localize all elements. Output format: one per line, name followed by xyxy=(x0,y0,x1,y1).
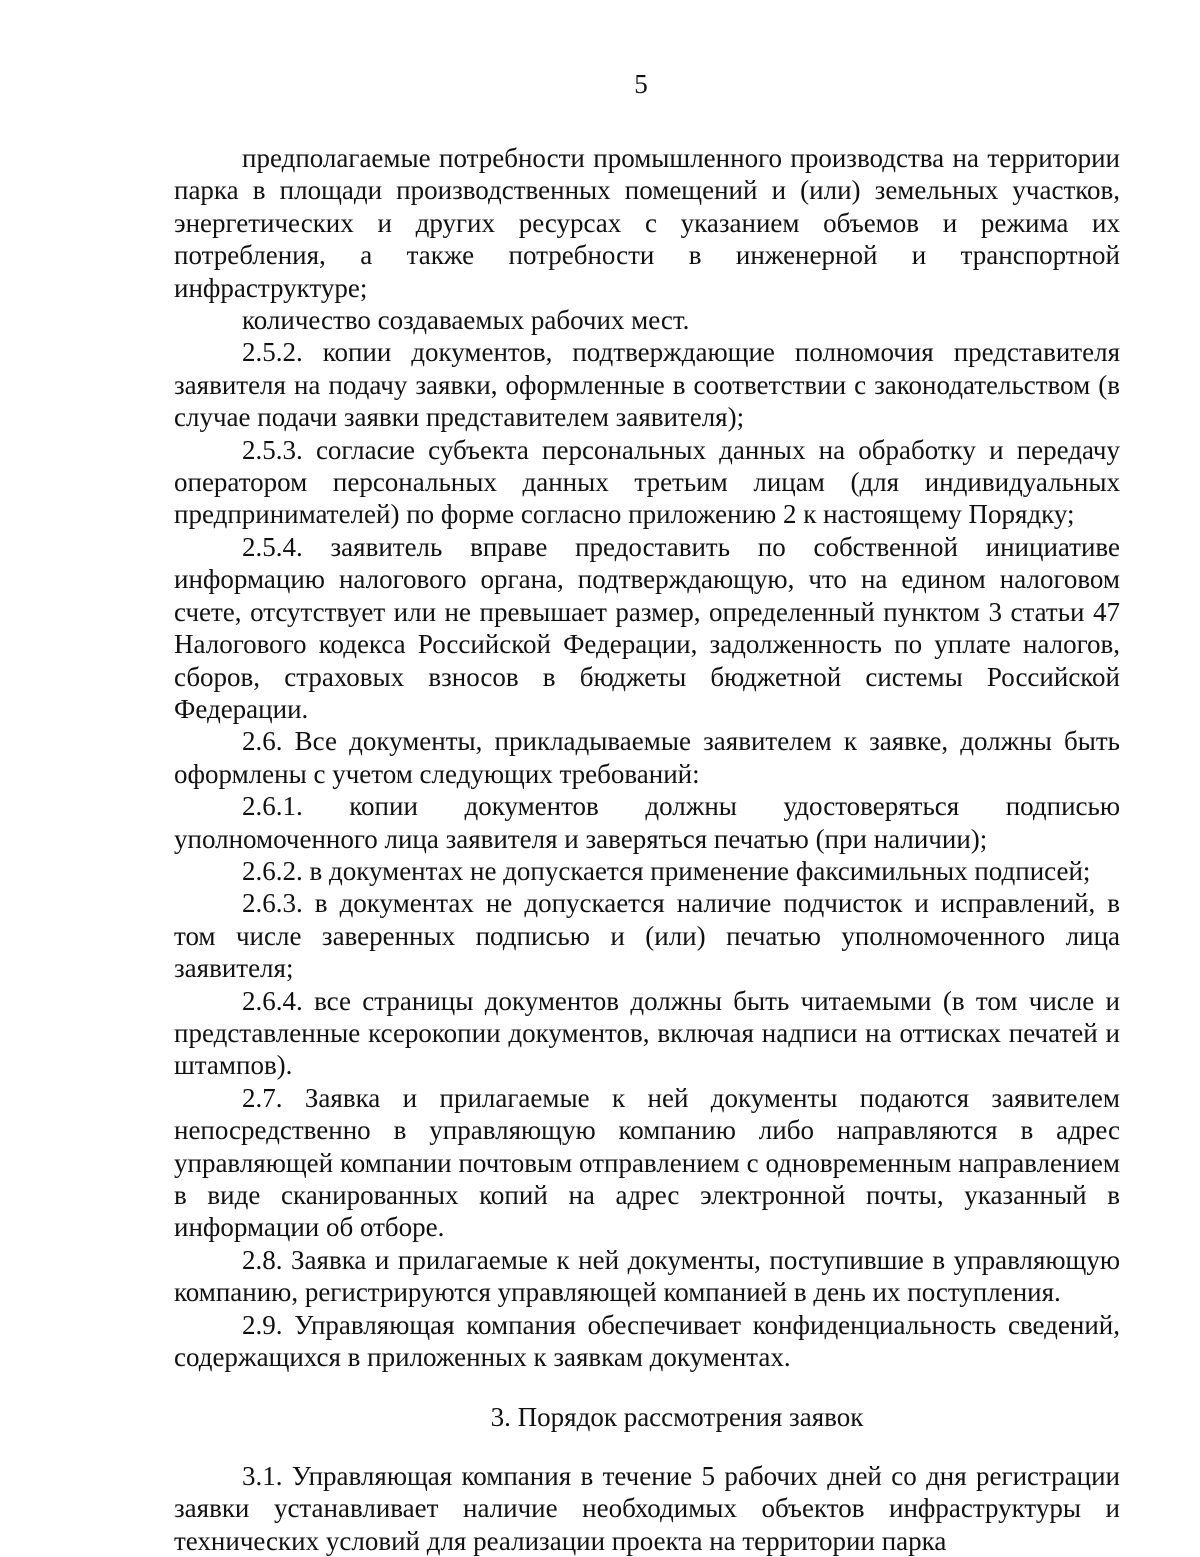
paragraph-2-8: 2.8. Заявка и прилагаемые к ней документы, поступившие в управляющую компанию, регистрируются управляющей компанией в день их поступления. xyxy=(174,1244,1120,1308)
paragraph-2-7: 2.7. Заявка и прилагаемые к ней документы подаются заявителем непосредственно в управляющую компанию либо направляются в адрес управляющей компании почтовым отправлением с одновременным направлением в виде сканированных копий на адрес электронной почты, указанный в информации об отборе. xyxy=(174,1082,1120,1243)
paragraph-2-6-1: 2.6.1. копии документов должны удостоверяться подписью уполномоченного лица заявителя и заверяться печатью (при наличии); xyxy=(174,791,1120,854)
paragraph-2-5-2: 2.5.2. копии документов, подтверждающие полномочия представителя заявителя на подачу заявки, оформленные в соответствии с законодательством (в случае подачи заявки представителем заявителя); xyxy=(174,337,1120,433)
page-number: 5 xyxy=(634,69,648,99)
section-heading: 3. Порядок рассмотрения заявок xyxy=(490,1402,864,1433)
paragraph-jobs: количество создаваемых рабочих мест. xyxy=(242,305,690,336)
document-body xyxy=(174,142,1120,1557)
paragraph-needs: предполагаемые потребности промышленного производства на территории парка в площади производственных помещений и (или) земельных участков, энергетических и других ресурсах с указанием объемов и режима их потребления, а также потребности в инженерной и транспортной инфраструктуре; xyxy=(174,143,1120,303)
paragraph-2-6-3: 2.6.3. в документах не допускается наличие подчисток и исправлений, в том числе заверенных подписью и (или) печатью уполномоченного лица заявителя; xyxy=(174,888,1120,984)
paragraph-2-6-4: 2.6.4. все страницы документов должны быть читаемыми (в том числе и представленные ксерокопии документов, включая надписи на оттисках печатей и штампов). xyxy=(174,985,1120,1081)
paragraph-2-6-2: 2.6.2. в документах не допускается применение факсимильных подписей; xyxy=(242,855,1091,886)
paragraph-3-1: 3.1. Управляющая компания в течение 5 рабочих дней со дня регистрации заявки устанавливает наличие необходимых объектов инфраструктуры и технических условий для реализации проекта на территории парка xyxy=(174,1460,1120,1556)
paragraph-2-5-3: 2.5.3. согласие субъекта персональных данных на обработку и передачу оператором персональных данных третьим лицам (для индивидуальных предпринимателей) по форме согласно приложению 2 к настоящему Порядку; xyxy=(174,434,1120,530)
paragraph-2-9: 2.9. Управляющая компания обеспечивает конфиденциальность сведений, содержащихся в приложенных к заявкам документах. xyxy=(174,1309,1120,1373)
paragraph-2-6: 2.6. Все документы, прикладываемые заявителем к заявке, должны быть оформлены с учетом следующих требований: xyxy=(174,726,1120,789)
paragraph-2-5-4: 2.5.4. заявитель вправе предоставить по собственной инициативе информацию налогового органа, подтверждающую, что на едином налоговом счете, отсутствует или не превышает размер, определенный пунктом 3 статьи 47 Налогового кодекса Российской Федерации, задолженность по уплате налогов, сборов, страховых взносов в бюджеты бюджетной системы Российской Федерации. xyxy=(174,531,1120,724)
